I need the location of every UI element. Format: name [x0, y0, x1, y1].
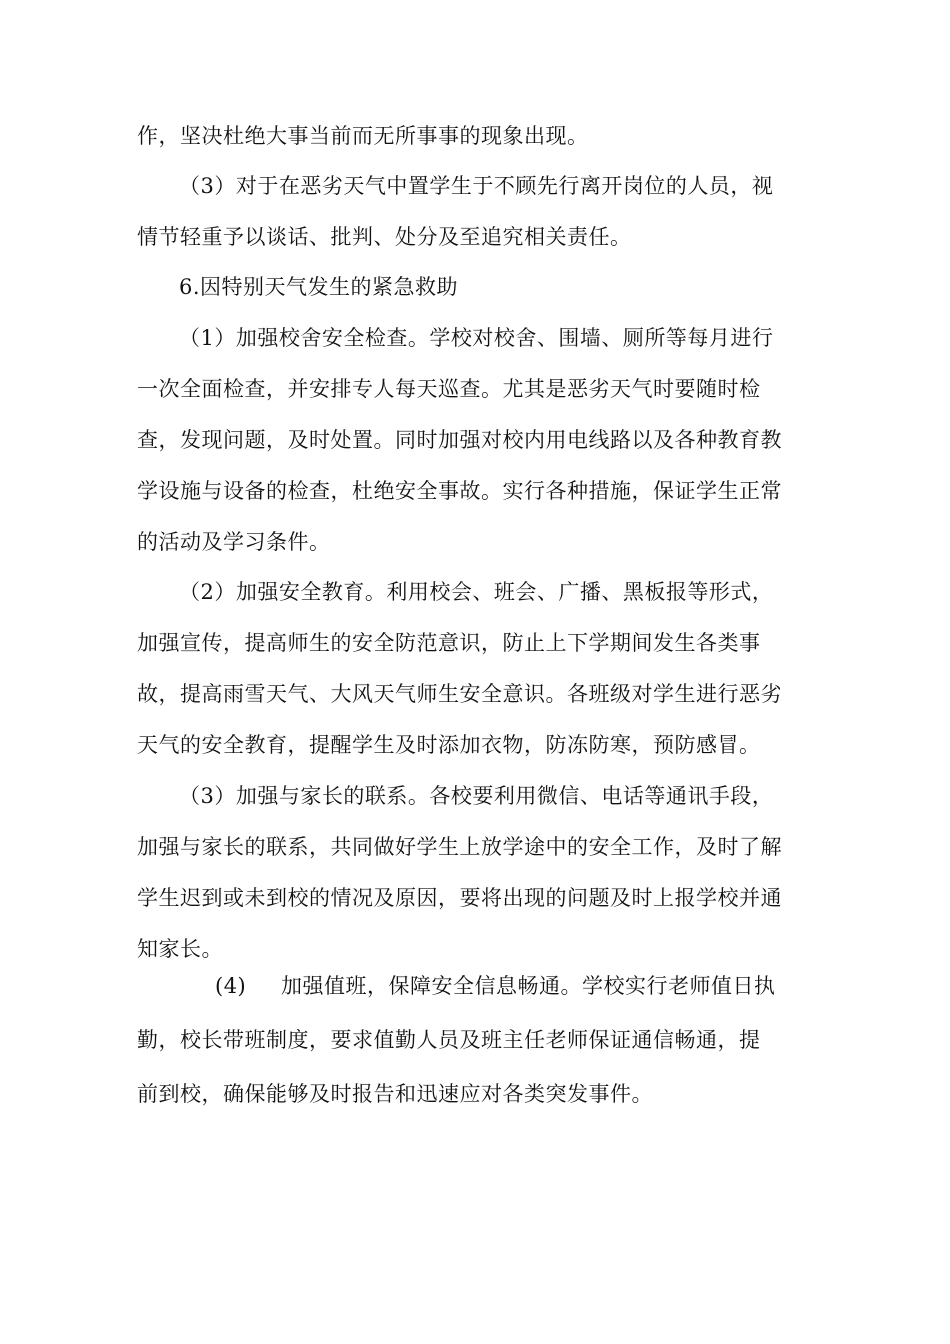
paragraph-item-1-inspection: [137, 313, 827, 568]
text-line: 作，坚决杜绝大事当前而无所事事的现象出现。: [137, 124, 589, 148]
text-line: 一次全面检查，并安排专人每天巡查。尤其是恶劣天气时要随时检: [137, 377, 761, 401]
paragraph-item-3-parents: [137, 771, 827, 975]
text-line: 知家长。: [137, 937, 223, 961]
paragraph-item-4-duty: [137, 959, 827, 1121]
text-line: 情节轻重予以谈话、批判、处分及至追究相关责任。: [137, 225, 632, 249]
text-line: 前到校，确保能够及时报告和迅速应对各类突发事件。: [137, 1082, 653, 1106]
text-line: 的活动及学习条件。: [137, 530, 331, 554]
text-line: 学设施与设备的检查，杜绝安全事故。实行各种措施，保证学生正常: [137, 479, 782, 503]
item-number: (4): [215, 974, 247, 998]
text-line: 勤，校长带班制度，要求值勤人员及班主任老师保证通信畅通，提: [137, 1028, 761, 1052]
text-line: （1）加强校舍安全检查。学校对校舍、围墙、厕所等每月进行: [179, 326, 774, 350]
text-line: 天气的安全教育，提醒学生及时添加衣物，防冻防寒，预防感冒。: [137, 733, 761, 757]
text-line: （3）加强与家长的联系。各校要利用微信、电话等通讯手段，: [179, 784, 774, 808]
paragraph-continuation: [137, 111, 827, 162]
text-line: [137, 959, 827, 1013]
text-line: （3）对于在恶劣天气中置学生于不顾先行离开岗位的人员，视: [179, 174, 774, 198]
section-heading: 6.因特别天气发生的紧急救助: [179, 275, 459, 299]
paragraph-item-3-responsibility: [137, 161, 827, 263]
text-line: 学生迟到或未到校的情况及原因，要将出现的问题及时上报学校并通: [137, 886, 782, 910]
section-heading-emergency-rescue: [137, 262, 827, 313]
text-line: 查，发现问题，及时处置。同时加强对校内用电线路以及各种教育教: [137, 428, 782, 452]
text-line: 加强与家长的联系，共同做好学生上放学途中的安全工作，及时了解: [137, 835, 782, 859]
paragraph-item-2-education: [137, 567, 827, 771]
text-line: 加强宣传，提高师生的安全防范意识，防止上下学期间发生各类事: [137, 631, 761, 655]
text-line: （2）加强安全教育。利用校会、班会、广播、黑板报等形式，: [179, 580, 774, 604]
text-fragment: 加强值班，保障安全信息畅通。学校实行老师值日执: [281, 974, 776, 998]
text-line: 故，提高雨雪天气、大风天气师生安全意识。各班级对学生进行恶劣: [137, 682, 782, 706]
